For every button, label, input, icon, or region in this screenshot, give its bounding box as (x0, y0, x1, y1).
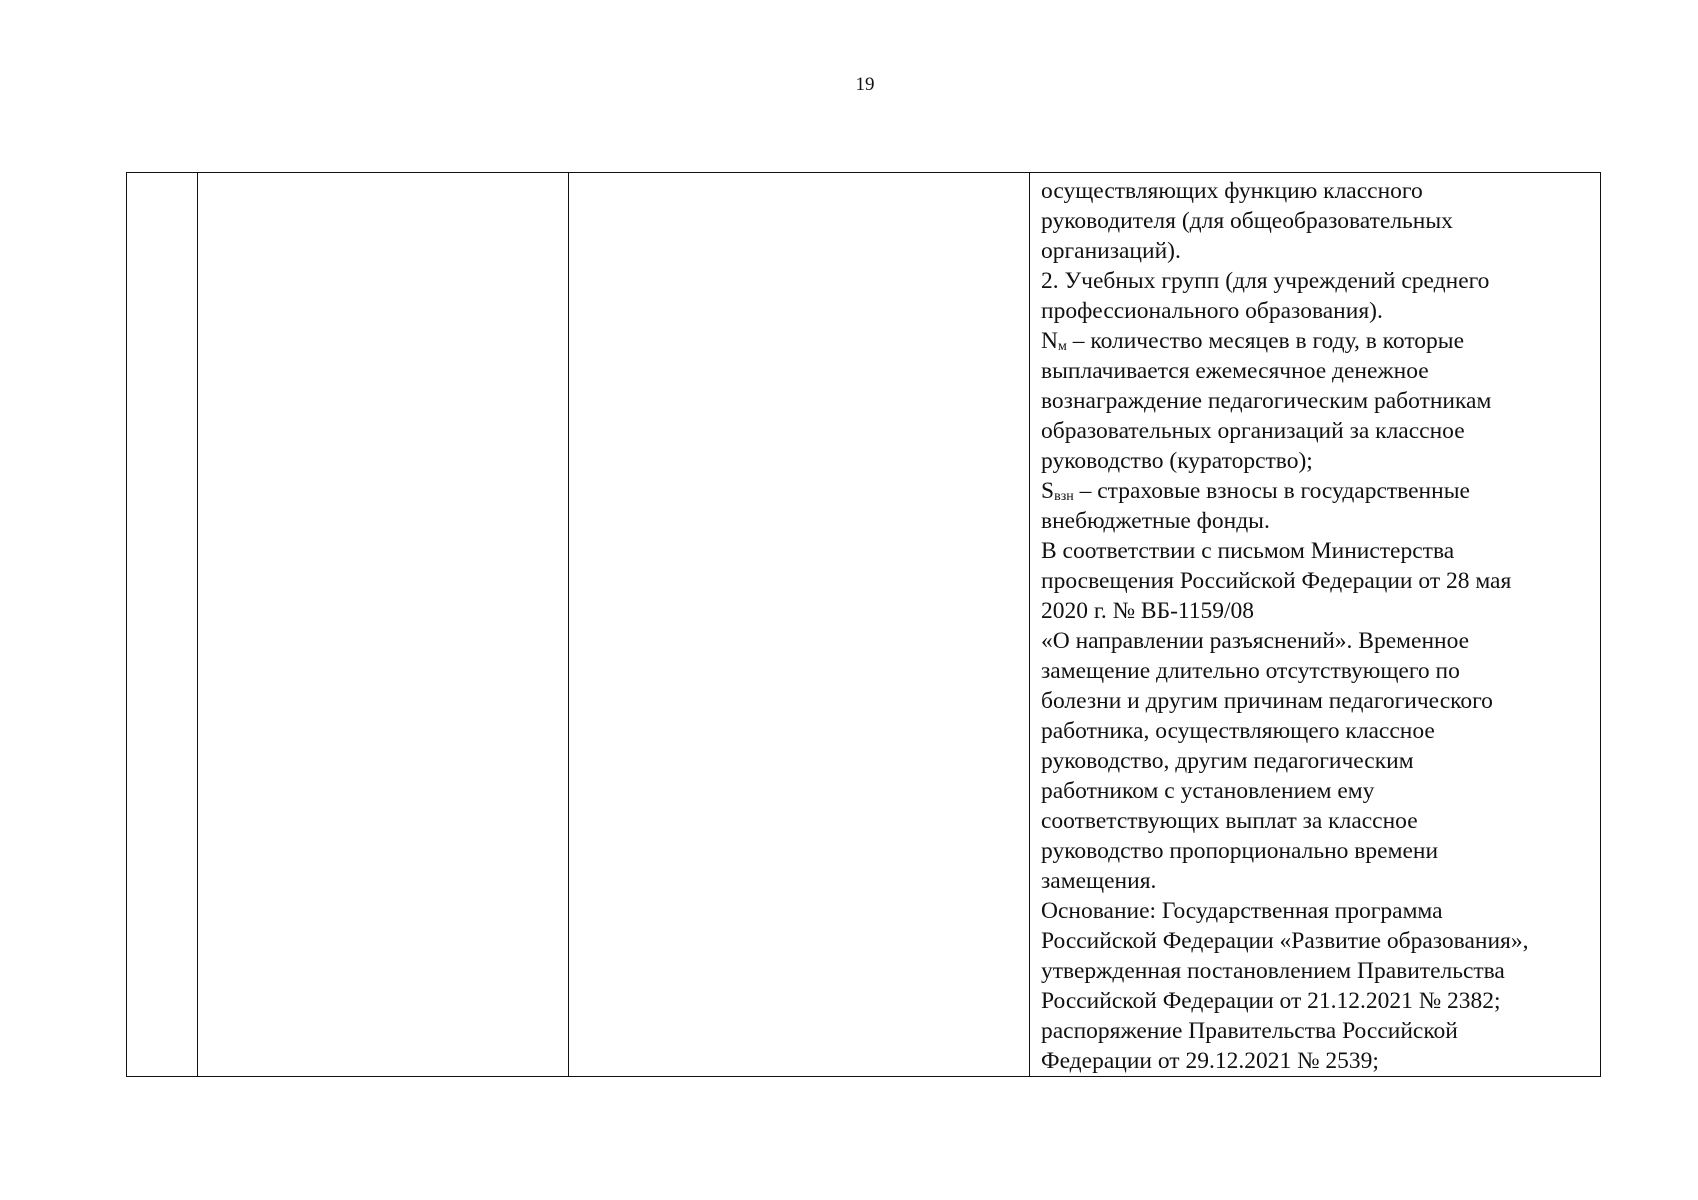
text-line: болезни и другим причинам педагогического (1041, 688, 1493, 714)
text-line: 2. Учебных групп (для учреждений среднего (1041, 268, 1490, 294)
page-number: 19 (855, 74, 875, 95)
text-line: замещения. (1041, 868, 1157, 894)
text-line: работника, осуществляющего классное (1041, 718, 1435, 744)
table-cell-col4 (1030, 173, 1601, 1077)
cell-text-block (1030, 173, 1600, 1076)
document-table (126, 172, 1601, 1077)
text-line-nm (1041, 326, 1592, 356)
table-cell-col1 (127, 173, 198, 1077)
text-line: распоряжение Правительства Российской (1041, 1018, 1458, 1044)
text-line: профессионального образования). (1041, 298, 1383, 324)
text-line: В соответствии с письмом Министерства (1041, 538, 1455, 564)
text-line: утвержденная постановлением Правительства (1041, 958, 1505, 984)
text-line: выплачивается ежемесячное денежное (1041, 358, 1429, 384)
text-line: руководство, другим педагогическим (1041, 748, 1414, 774)
table-cell-col2 (198, 173, 569, 1077)
text-line: «О направлении разъяснений». Временное (1041, 628, 1470, 654)
variable-subscript: взн (1054, 489, 1074, 504)
text-line: Российской Федерации от 21.12.2021 № 2382; (1041, 988, 1501, 1014)
text-line: осуществляющих функцию классного (1041, 178, 1423, 204)
variable-symbol: S (1041, 478, 1055, 504)
text-line: руководство (кураторство); (1041, 448, 1313, 474)
text-line: внебюджетные фонды. (1041, 508, 1270, 534)
text-line: организаций). (1041, 238, 1181, 264)
text-line: Российской Федерации «Развитие образования», (1041, 928, 1529, 954)
text-line-svzn (1041, 476, 1592, 506)
table-row (127, 173, 1601, 1077)
text-line: работником с установлением ему (1041, 778, 1375, 804)
text-line: вознаграждение педагогическим работникам (1041, 388, 1492, 414)
variable-definition: – страховые взносы в государственные (1073, 478, 1470, 504)
text-line: Федерации от 29.12.2021 № 2539; (1041, 1048, 1379, 1074)
variable-symbol: N (1041, 328, 1058, 354)
text-line: соответствующих выплат за классное (1041, 808, 1418, 834)
variable-subscript: м (1057, 339, 1067, 354)
text-line: образовательных организаций за классное (1041, 418, 1465, 444)
table-cell-col3 (569, 173, 1030, 1077)
text-line: руководителя (для общеобразовательных (1041, 208, 1453, 234)
text-line: 2020 г. № ВБ-1159/08 (1041, 598, 1255, 624)
text-line: замещение длительно отсутствующего по (1041, 658, 1460, 684)
text-line: просвещения Российской Федерации от 28 мая (1041, 568, 1512, 594)
variable-definition: – количество месяцев в году, в которые (1066, 328, 1465, 354)
text-line: руководство пропорционально времени (1041, 838, 1439, 864)
text-line: Основание: Государственная программа (1041, 898, 1443, 924)
